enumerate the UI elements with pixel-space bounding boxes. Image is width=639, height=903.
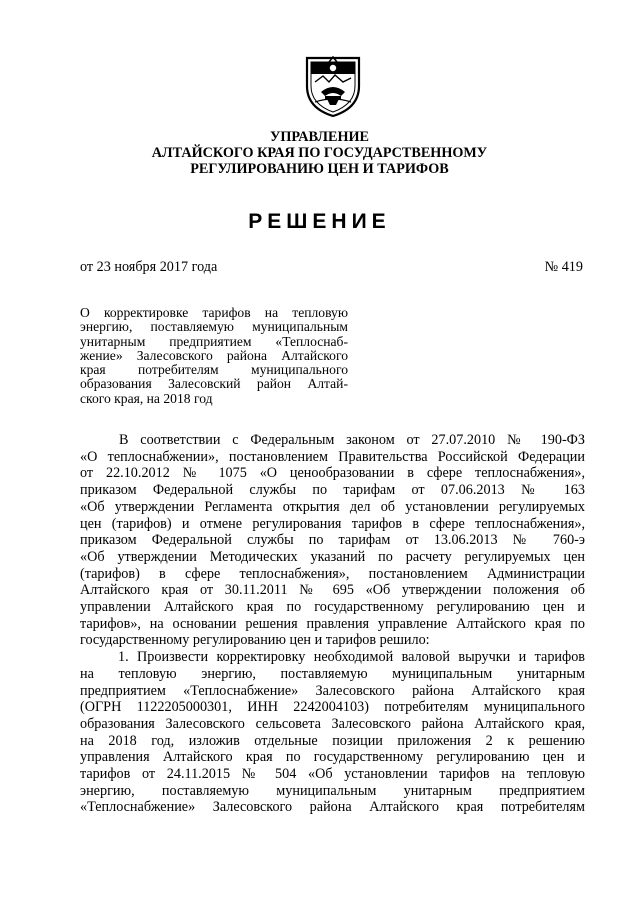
body-line: управления Алтайского края по государственному регулированию цен и xyxy=(80,749,585,766)
body-line: образования Залесовского сельсовета Залесовского района Алтайского края, xyxy=(80,715,585,732)
body-line: тарифов», на основании решения правления управление Алтайского края по xyxy=(80,615,585,632)
document-number: № 419 xyxy=(544,259,583,275)
body-line: на тепловую энергию, поставляемую муниципальным унитарным xyxy=(80,665,585,682)
body-line: цен (тарифов) и отмене регулирования тарифов в сфере теплоснабжения», xyxy=(80,515,585,532)
document-date: от 23 ноября 2017 года xyxy=(80,259,218,275)
body-line: В соответствии с Федеральным законом от 27.07.2010 № 190-ФЗ xyxy=(119,432,585,448)
body-line: приказом Федеральной службы по тарифам от 07.06.2013 № 163 xyxy=(80,482,585,499)
body-line: (тарифов) в сфере теплоснабжения», постановлением Администрации xyxy=(80,565,585,582)
subject-line: энергию, поставляемую муниципальным xyxy=(80,319,348,335)
coat-of-arms-icon xyxy=(301,52,365,118)
subject-block xyxy=(80,306,348,406)
subject-line: О корректировке тарифов на тепловую xyxy=(80,305,348,320)
subject-line: образования Залесовский район Алтай- xyxy=(80,376,348,392)
agency-line: РЕГУЛИРОВАНИЮ ЦЕН И ТАРИФОВ xyxy=(190,161,449,177)
body-line: предприятием «Теплоснабжение» Залесовского района Алтайского края xyxy=(80,682,585,699)
subject-line: унитарным предприятием «Теплоснаб- xyxy=(80,333,348,349)
body-line: «Теплоснабжение» Залесовского района Алтайского края потребителям xyxy=(80,799,585,816)
document-type-title: РЕШЕНИЕ xyxy=(248,210,391,233)
body-line: государственному регулированию цен и тарифов решило: xyxy=(80,632,430,649)
agency-name xyxy=(0,129,639,177)
body-line: на 2018 год, изложив отдельные позиции приложения 2 к решению xyxy=(80,732,585,749)
body-text xyxy=(80,432,585,816)
body-line: «Об утверждении Регламента открытия дел об установлении регулируемых xyxy=(80,498,585,515)
subject-line: жение» Залесовского района Алтайского xyxy=(80,347,348,363)
agency-line: АЛТАЙСКОГО КРАЯ ПО ГОСУДАРСТВЕННОМУ xyxy=(151,145,488,161)
agency-line: УПРАВЛЕНИЕ xyxy=(269,129,370,145)
subject-line: края потребителям муниципального xyxy=(80,362,348,378)
body-line: энергию, поставляемую муниципальным унитарным предприятием xyxy=(80,782,585,799)
body-line: приказом Федеральной службы по тарифам от 13.06.2013 № 760-э xyxy=(80,532,585,549)
body-line: «Об утверждении Методических указаний по расчету регулируемых цен xyxy=(80,548,585,565)
body-line: тарифов от 24.11.2015 № 504 «Об установлении тарифов на тепловую xyxy=(80,766,585,783)
subject-line: ского края, на 2018 год xyxy=(80,390,213,406)
body-line: «О теплоснабжении», постановлением Правительства Российской Федерации xyxy=(80,448,585,465)
body-line: управлении Алтайского края по государственному регулированию цен и xyxy=(80,599,585,616)
body-line: 1. Произвести корректировку необходимой валовой выручки и тарифов xyxy=(118,649,585,666)
body-line: от 22.10.2012 № 1075 «О ценообразовании в сфере теплоснабжения», xyxy=(80,465,585,482)
body-line: (ОГРН 1122205000301, ИНН 2242004103) потребителям муниципального xyxy=(80,699,585,716)
body-line: Алтайского края от 30.11.2011 № 695 «Об утверждении положения об xyxy=(80,582,585,599)
